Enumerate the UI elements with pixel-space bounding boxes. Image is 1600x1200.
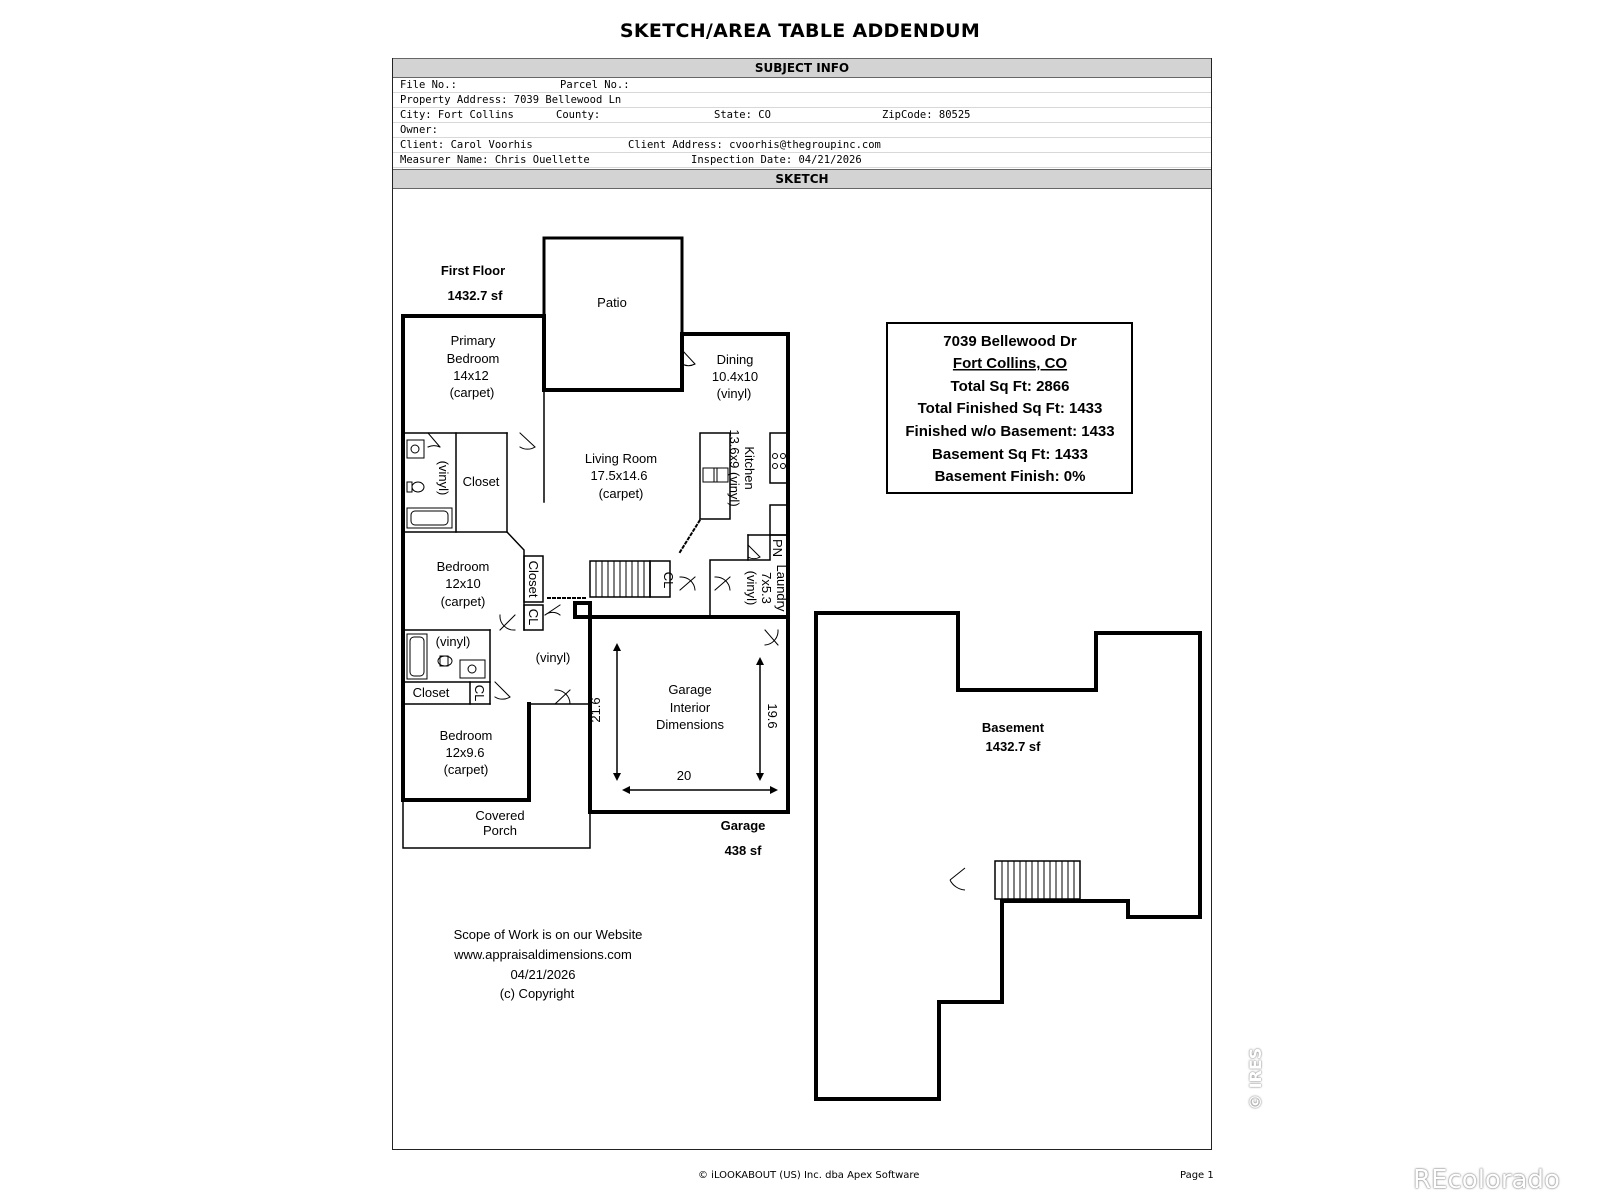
garage-dim-right: 19.6 [765,703,780,729]
living-room-size: 17.5x14.6 [590,468,648,483]
summary-basement-finish: Basement Finish: 0% [934,468,1086,485]
laundry-label: Laundry [774,564,789,612]
bed2-cl-label: CL [526,608,541,626]
covered-porch-line1: Covered [475,808,525,823]
bedroom2-label: Bedroom [436,559,490,574]
inspection-date: Inspection Date: 04/21/2026 [691,154,862,166]
primary-bedroom-line1: Primary [450,333,496,348]
living-room-floor: (carpet) [598,486,644,501]
summary-total-finished: Total Finished Sq Ft: 1433 [917,400,1103,417]
garage-dim-left: 21.6 [588,697,603,723]
primary-bath-vinyl: (vinyl) [436,460,451,496]
closet-small-label: Closet [412,685,450,700]
small-cl-label: CL [472,684,487,702]
summary-city: Fort Collins, CO [952,355,1068,372]
city: City: Fort Collins [400,109,514,121]
scope-line3: 04/21/2026 [510,967,576,982]
scope-line1: Scope of Work is on our Website [453,927,643,942]
state: State: CO [714,109,771,121]
laundry-size: 7x5.3 [759,572,774,604]
patio-outline [544,238,682,390]
page-title: SKETCH/AREA TABLE ADDENDUM [619,20,981,42]
garage-interior-line1: Garage [668,682,712,697]
summary-finished-wo-basement: Finished w/o Basement: 1433 [905,423,1115,440]
bath2-vinyl: (vinyl) [435,634,471,649]
bedroom3-floor: (carpet) [443,762,489,777]
subject-info-heading: SUBJECT INFO [393,58,1211,78]
county: County: [556,109,601,121]
kitchen-label: Kitchen [742,446,757,490]
scope-line2: www.appraisaldimensions.com [454,947,632,962]
owner: Owner: [400,124,438,136]
hall-vinyl: (vinyl) [535,650,571,665]
bedroom2-size: 12x10 [445,576,481,591]
living-room-label: Living Room [584,451,658,466]
summary-total-sqft: Total Sq Ft: 2866 [950,378,1070,395]
dining-floor: (vinyl) [716,386,752,401]
laundry-floor: (vinyl) [744,570,759,606]
bed2-closet-label: Closet [526,560,541,598]
patio-label: Patio [597,295,627,310]
bedroom2-floor: (carpet) [440,594,486,609]
summary-basement-sqft: Basement Sq Ft: 1433 [932,446,1088,463]
basement-area: 1432.7 sf [985,739,1041,754]
bedroom3-size: 12x9.6 [445,745,485,760]
first-floor-label: First Floor [440,263,506,278]
primary-closet-label: Closet [462,474,500,489]
covered-porch-line2: Porch [483,823,517,838]
garage-interior-line3: Dimensions [656,717,724,732]
sketch-heading: SKETCH [393,169,1211,189]
pantry-label: PN [770,538,785,558]
dining-size: 10.4x10 [711,369,759,384]
file-no: File No.: [400,79,457,91]
parcel-no: Parcel No.: [560,79,630,91]
summary-address: 7039 Bellewood Dr [943,333,1077,350]
first-floor-area: 1432.7 sf [447,288,503,303]
client: Client: Carol Voorhis [400,139,533,151]
footer-copyright: © iLOOKABOUT (US) Inc. dba Apex Software [698,1170,920,1181]
footer-page-number: Page 1 [1180,1170,1214,1181]
client-address: Client Address: cvoorhis@thegroupinc.com [628,139,881,151]
scope-line4: (c) Copyright [499,986,575,1001]
recolorado-watermark: REcolorado [1413,1165,1560,1195]
basement-label: Basement [981,720,1045,735]
measurer: Measurer Name: Chris Ouellette [400,154,590,166]
primary-bedroom-floor: (carpet) [449,385,495,400]
property-address: Property Address: 7039 Bellewood Ln [400,94,622,106]
primary-bedroom-size: 14x12 [453,368,489,383]
garage-label: Garage [720,818,766,833]
kitchen-size: 13.6x9 (vinyl) [727,429,742,507]
garage-interior-line2: Interior [669,700,711,715]
zipcode: ZipCode: 80525 [882,109,971,121]
garage-dim-bottom: 20 [676,768,692,783]
stairs-cl-label: CL [661,571,676,589]
garage-area: 438 sf [724,843,762,858]
basement-outline [816,613,1200,1099]
dining-label: Dining [716,352,754,367]
primary-bedroom-line2: Bedroom [446,351,500,366]
bedroom3-label: Bedroom [439,728,493,743]
ires-watermark: © IRES [1246,1047,1265,1110]
